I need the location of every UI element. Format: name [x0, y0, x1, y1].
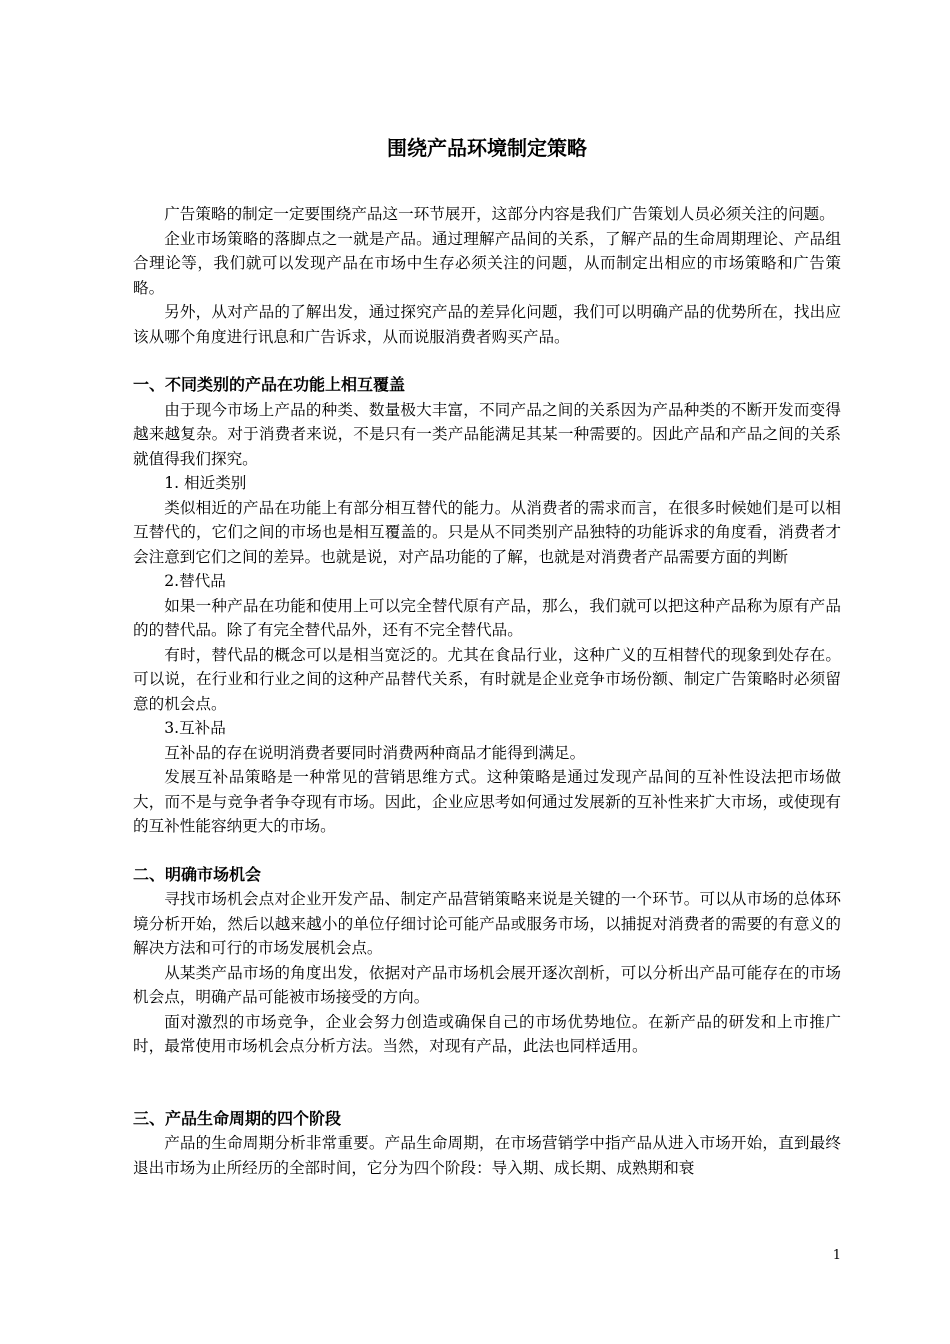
intro-paragraph: 广告策略的制定一定要围绕产品这一环节展开，这部分内容是我们广告策划人员必须关注的问题。 [164, 205, 835, 223]
intro-paragraph: 另外，从对产品的了解出发，通过探究产品的差异化问题，我们可以明确产品的优势所在，找出应该从哪个角度进行讯息和广告诉求，从而说服消费者购买产品。 [133, 303, 841, 346]
document-page [133, 0, 841, 1344]
spacer [133, 1059, 841, 1107]
section3-paragraph: 产品的生命周期分析非常重要。产品生命周期，在市场营销学中指产品从进入市场开始，直到最终退出市场为止所经历的全部时间，它分为四个阶段：导入期、成长期、成熟期和衰 [133, 1134, 841, 1177]
section-heading-2: 二、明确市场机会 [133, 864, 262, 884]
section1-paragraph: 由于现今市场上产品的种类、数量极大丰富，不同产品之间的关系因为产品种类的不断开发而变得越来越复杂。对于消费者来说，不是只有一类产品能满足其某一种需要的。因此产品和产品之间的关系就值得我们探究。 [133, 400, 841, 468]
section1-paragraph: 如果一种产品在功能和使用上可以完全替代原有产品，那么，我们就可以把这种产品称为原有产品的的替代品。除了有完全替代品外，还有不完全替代品。 [133, 596, 841, 639]
section1-paragraph: 类似相近的产品在功能上有部分相互替代的能力。从消费者的需求而言，在很多时候她们是可以相互替代的，它们之间的市场也是相互覆盖的。只是从不同类别产品独特的功能诉求的角度看，消费者才会注意到它们之间的差异。也就是说，对产品功能的了解，也就是对消费者产品需要方面的判断 [133, 498, 841, 566]
list-item-label-1: 1. 相近类别 [164, 474, 247, 492]
section2-paragraph: 面对激烈的市场竞争，企业会努力创造或确保自己的市场优势地位。在新产品的研发和上市推广时，最常使用市场机会点分析方法。当然，对现有产品，此法也同样适用。 [133, 1012, 841, 1055]
section1-paragraph: 发展互补品策略是一种常见的营销思维方式。这种策略是通过发现产品间的互补性设法把市场做大，而不是与竞争者争夺现有市场。因此，企业应思考如何通过发展新的互补性来扩大市场，或使现有的互补性能容纳更大的市场。 [133, 768, 841, 835]
spacer [133, 349, 841, 373]
page-number: 1 [832, 1248, 841, 1263]
section-heading-1: 一、不同类别的产品在功能上相互覆盖 [133, 375, 406, 394]
section1-paragraph: 有时，替代品的概念可以是相当宽泛的。尤其在食品行业，这种广义的互相替代的现象到处存在。可以说，在行业和行业之间的这种产品替代关系，有时就是企业竞争市场份额、制定广告策略时必须留意的机会点。 [133, 645, 841, 713]
list-item-label-3: 3.互补品 [164, 719, 226, 737]
section2-paragraph: 从某类产品市场的角度出发，依据对产品市场机会展开逐次剖析，可以分析出产品可能存在的市场机会点，明确产品可能被市场接受的方向。 [133, 963, 841, 1006]
document-body [133, 202, 841, 1180]
section2-paragraph: 寻找市场机会点对企业开发产品、制定产品营销策略来说是关键的一个环节。可以从市场的总体环境分析开始，然后以越来越小的单位仔细讨论可能产品或服务市场，以捕捉对消费者的需要的有意义的解决方法和可行的市场发展机会点。 [133, 890, 841, 957]
section-heading-3: 三、产品生命周期的四个阶段 [133, 1108, 342, 1128]
document-title: 围绕产品环境制定策略 [387, 136, 587, 160]
list-item-label-2: 2.替代品 [164, 572, 226, 590]
intro-paragraph: 企业市场策略的落脚点之一就是产品。通过理解产品间的关系，了解产品的生命周期理论、产品组合理论等，我们就可以发现产品在市场中生存必须关注的问题，从而制定出相应的市场策略和广告策略。 [133, 229, 841, 297]
section1-paragraph: 互补品的存在说明消费者要同时消费两种商品才能得到满足。 [164, 743, 586, 762]
spacer [133, 839, 841, 863]
